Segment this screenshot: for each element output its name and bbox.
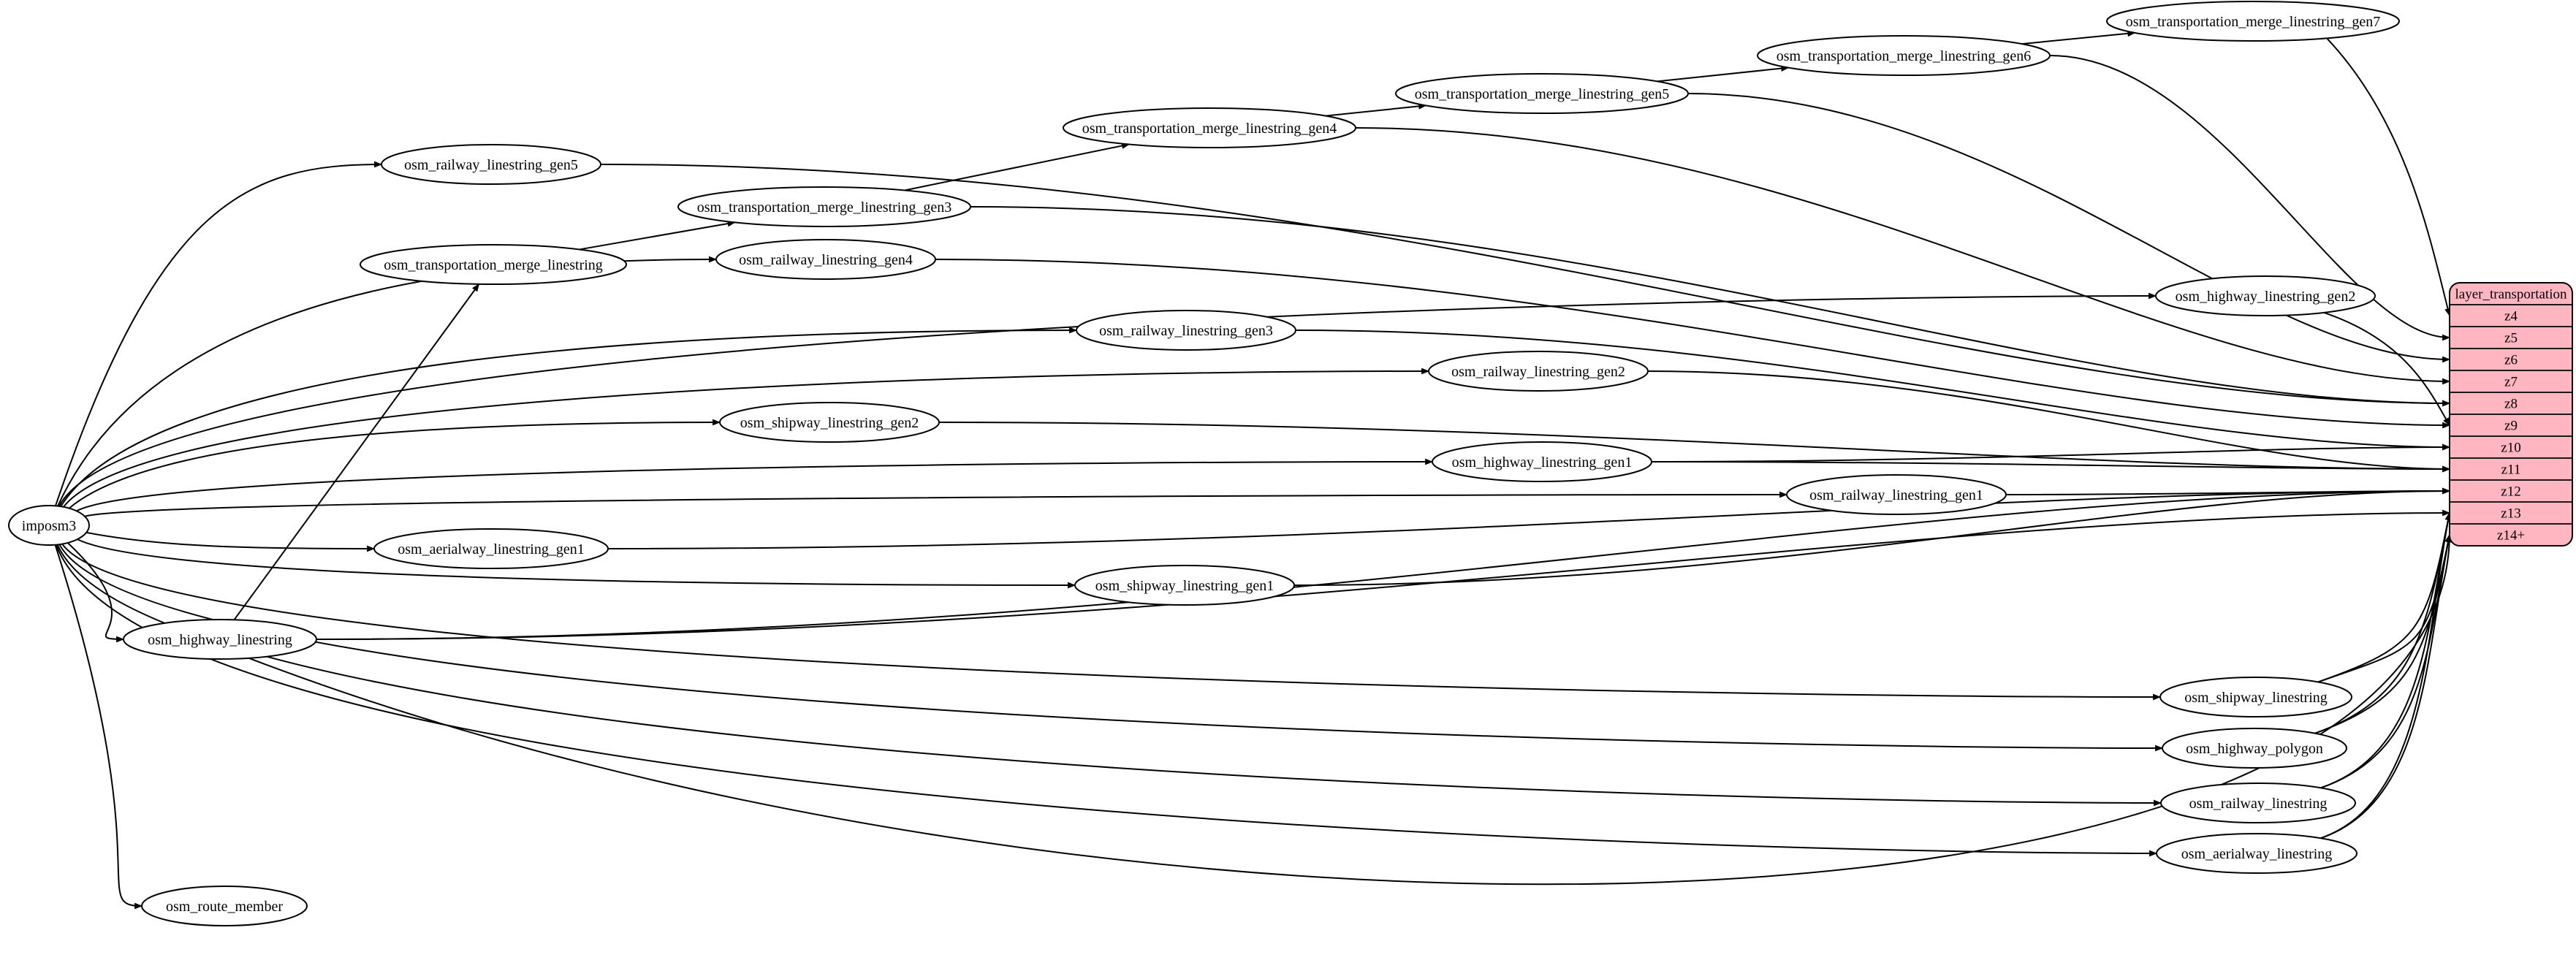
node-label-osm_transportation_merge_linestring_gen6: osm_transportation_merge_linestring_gen6	[1776, 48, 2032, 64]
edge-imposm3->osm_highway_linestring_gen1	[77, 462, 1432, 511]
node-label-osm_highway_linestring_gen2: osm_highway_linestring_gen2	[2175, 289, 2356, 305]
node-label-osm_railway_linestring_gen1: osm_railway_linestring_gen1	[1809, 487, 1983, 503]
table-row-z12: z12	[2501, 484, 2521, 500]
node-osm_route_member	[142, 886, 307, 926]
edge-osm_transportation_merge_linestring_gen6->osm_transportation_merge_linestring_gen7	[2022, 33, 2135, 44]
edge-osm_transportation_merge_linestring_gen5->z6	[1688, 94, 2450, 359]
node-label-osm_transportation_merge_linestring_gen7: osm_transportation_merge_linestring_gen7	[2125, 14, 2381, 30]
edge-osm_transportation_merge_linestring_gen4->z7	[1356, 128, 2450, 381]
node-osm_railway_linestring_gen1	[1787, 475, 2006, 514]
edge-imposm3->osm_railway_linestring_gen5	[56, 164, 381, 506]
node-imposm3	[9, 506, 89, 545]
node-label-osm_highway_linestring_gen1: osm_highway_linestring_gen1	[1451, 454, 1633, 471]
node-label-osm_shipway_linestring_gen2: osm_shipway_linestring_gen2	[740, 415, 919, 431]
node-label-osm_railway_linestring_gen4: osm_railway_linestring_gen4	[739, 252, 913, 268]
node-label-osm_aerialway_linestring_gen1: osm_aerialway_linestring_gen1	[398, 541, 585, 557]
edge-osm_transportation_merge_linestring->osm_transportation_merge_linestring_gen3	[580, 222, 735, 249]
edge-imposm3->osm_shipway_linestring	[62, 544, 2160, 697]
node-osm_railway_linestring	[2161, 783, 2355, 823]
node-osm_transportation_merge_linestring	[360, 245, 626, 284]
node-osm_transportation_merge_linestring_gen4	[1063, 108, 1356, 148]
node-label-osm_shipway_linestring: osm_shipway_linestring	[2184, 690, 2328, 706]
edge-imposm3->osm_railway_linestring_gen2	[64, 371, 1429, 507]
edge-osm_transportation_merge_linestring_gen3->osm_transportation_merge_linestring_gen4	[905, 145, 1129, 191]
table-row-z9: z9	[2504, 418, 2518, 434]
node-osm_railway_linestring_gen4	[716, 240, 935, 279]
node-label-osm_railway_linestring_gen2: osm_railway_linestring_gen2	[1451, 364, 1625, 380]
edge-osm_shipway_linestring->z14+	[2318, 535, 2450, 682]
node-osm_highway_linestring	[124, 620, 316, 659]
edge-imposm3->osm_aerialway_linestring_gen1	[86, 533, 374, 549]
node-osm_aerialway_linestring_gen1	[374, 529, 608, 568]
node-osm_shipway_linestring	[2160, 677, 2352, 717]
node-label-osm_railway_linestring_gen3: osm_railway_linestring_gen3	[1099, 323, 1273, 339]
edge-osm_highway_linestring_gen1->z10	[1652, 447, 2450, 462]
node-label-osm_railway_linestring_gen5: osm_railway_linestring_gen5	[404, 157, 578, 173]
edge-osm_transportation_merge_linestring_gen7->z4	[2327, 38, 2450, 316]
node-osm_transportation_merge_linestring_gen3	[678, 187, 970, 226]
edge-osm_aerialway_linestring->z13	[2321, 513, 2450, 838]
edge-osm_transportation_merge_linestring_gen4->osm_transportation_merge_linestring_gen5	[1326, 105, 1426, 115]
edge-osm_highway_linestring->z12	[316, 491, 2450, 639]
node-label-osm_transportation_merge_linestring: osm_transportation_merge_linestring	[384, 257, 603, 273]
node-label-osm_transportation_merge_linestring_gen5: osm_transportation_merge_linestring_gen5	[1414, 86, 1670, 102]
table-row-z7: z7	[2504, 374, 2518, 390]
node-osm_highway_linestring_gen2	[2156, 276, 2375, 316]
node-label-osm_highway_polygon: osm_highway_polygon	[2186, 741, 2323, 757]
node-osm_transportation_merge_linestring_gen6	[1758, 36, 2050, 75]
node-osm_shipway_linestring_gen1	[1075, 566, 1294, 605]
node-osm_shipway_linestring_gen2	[720, 403, 939, 442]
edge-osm_aerialway_linestring_gen1->z12	[608, 491, 2450, 549]
layer-transportation-table	[2450, 283, 2572, 546]
edge-osm_highway_linestring_gen2->z9	[2324, 313, 2450, 425]
node-label-osm_transportation_merge_linestring_gen3: osm_transportation_merge_linestring_gen3	[696, 199, 952, 216]
edge-osm_railway_linestring_gen3->z10	[1296, 330, 2450, 447]
edge-imposm3->osm_shipway_linestring_gen2	[69, 422, 720, 509]
node-osm_railway_linestring_gen2	[1429, 351, 1648, 391]
edge-osm_transportation_merge_linestring_gen5->osm_transportation_merge_linestring_gen6	[1657, 68, 1788, 82]
edge-imposm3->osm_railway_linestring_gen4	[58, 259, 716, 506]
table-row-z11: z11	[2501, 462, 2521, 478]
node-label-osm_aerialway_linestring: osm_aerialway_linestring	[2181, 846, 2333, 862]
table-row-z6: z6	[2504, 352, 2518, 368]
node-label-osm_route_member: osm_route_member	[166, 899, 283, 915]
node-osm_transportation_merge_linestring_gen5	[1396, 74, 1688, 113]
node-label-osm_highway_linestring: osm_highway_linestring	[148, 632, 292, 648]
node-label-osm_shipway_linestring_gen1: osm_shipway_linestring_gen1	[1095, 578, 1274, 594]
node-osm_railway_linestring_gen3	[1076, 311, 1296, 350]
edge-imposm3->osm_railway_linestring_gen1	[85, 495, 1787, 517]
table-row-z10: z10	[2501, 440, 2521, 456]
table-row-z13: z13	[2501, 506, 2521, 522]
table-row-z8: z8	[2504, 396, 2518, 412]
node-osm_transportation_merge_linestring_gen7	[2107, 1, 2399, 41]
node-osm_highway_polygon	[2162, 728, 2347, 768]
table-row-z14+: z14+	[2496, 528, 2526, 544]
node-label-imposm3: imposm3	[21, 518, 77, 534]
table-row-z4: z4	[2504, 308, 2518, 324]
edge-osm_highway_linestring->z14+	[249, 535, 2450, 884]
table-title: layer_transportation	[2455, 286, 2567, 302]
edge-osm_highway_linestring->osm_transportation_merge_linestring	[234, 284, 479, 620]
node-label-osm_transportation_merge_linestring_gen4: osm_transportation_merge_linestring_gen4	[1082, 121, 1337, 137]
node-label-osm_railway_linestring: osm_railway_linestring	[2189, 796, 2328, 812]
nodes-layer	[9, 1, 2399, 926]
node-osm_aerialway_linestring	[2157, 834, 2357, 873]
node-osm_highway_linestring_gen1	[1432, 442, 1652, 481]
node-osm_railway_linestring_gen5	[381, 145, 601, 184]
table-row-z5: z5	[2504, 330, 2518, 346]
